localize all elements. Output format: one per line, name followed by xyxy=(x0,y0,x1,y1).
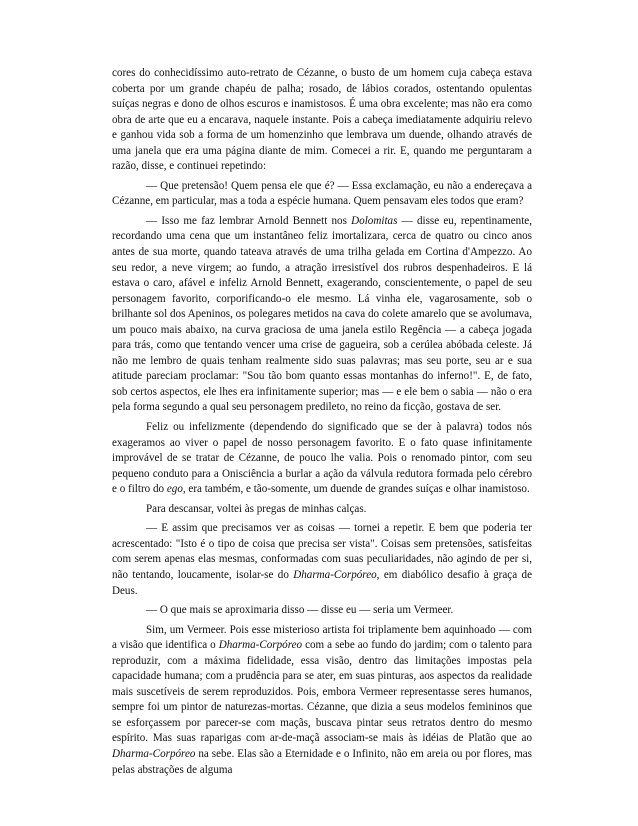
paragraph-1-text: cores do conhecidíssimo auto-retrato de Cézanne, o busto de um homem cuja cabeça estava coberta por um grande chapéu de palha; rosado, de lábios corados, ostentando opulentas suíças negras e dono de olhos escuros e inamistosos. É uma obra excelente; mas não era como obra de arte que eu a encarava, naquele instante. Pois a cabeça imediatamente adquiriu relevo e ganhou vida sob a forma de um homenzinho que lembrava um duende, olhando através de uma janela que era uma página diante de mim. Comecei a rir. E, quando me perguntaram a razão, disse, e continuei repetindo: xyxy=(112,67,532,173)
paragraph-8-italic-dharma-2: Dharma-Corpóreo xyxy=(112,747,196,760)
paragraph-4 xyxy=(112,420,532,498)
paragraph-4-text-b: era também, e tão-somente, um duende de grandes suíças e olhar inamistoso. xyxy=(185,483,530,496)
paragraph-3-italic-dolomitas: Dolomitas xyxy=(351,214,398,227)
paragraph-8 xyxy=(112,623,532,778)
paragraph-6 xyxy=(112,521,532,599)
paragraph-2-text: — Que pretensão! Quem pensa ele que é? — Essa exclamação, eu não a endereçava a Cézanne, em particular, mas a toda a espécie humana. Quem pensavam eles todos que eram? xyxy=(112,179,532,208)
paragraph-8-text-b: com a sebe ao fundo do jardim; com o talento para reproduzir, com a máxima fidelidade, essa visão, dentro das limitações impostas pela capacidade humana; com a prudência para se ater, em suas pinturas, aos aspectos da realidade mais suscetíveis de serem reproduzidos. Pois, embora Vermeer representasse seres humanos, sempre foi um pintor de naturezas-mortas. Cézanne, que dizia a seus modelos femininos que se esforçassem por parecer-se com maçãs, buscava pintar seus retratos dentro do mesmo espírito. Mas suas raparigas com ar-de-maçã associam-se mais às idéias de Platão que ao xyxy=(112,639,532,745)
paragraph-5-text: Para descansar, voltei às pregas de minhas calças. xyxy=(146,502,367,515)
paragraph-7-text: — O que mais se aproximaria disso — disse eu — seria um Vermeer. xyxy=(146,604,454,617)
paragraph-3 xyxy=(112,214,532,416)
paragraph-8-text-c: na sebe. Elas são a Eternidade e o Infinito, não em areia ou por flores, mas pelas abstrações de alguma xyxy=(112,747,532,776)
paragraph-6-text-b: em diabólico desafio à graça de Deus. xyxy=(112,568,532,597)
paragraph-8-italic-dharma-1: Dharma-Corpóreo xyxy=(218,639,303,652)
paragraph-3-text-a: — Isso me faz lembrar Arnold Bennett nos xyxy=(146,214,352,227)
paragraph-3-text-b: — disse eu, repentinamente, recordando uma cena que um instantâneo feliz imortalizara, cerca de quatro ou cinco anos antes de sua morte, quando tateava através de uma trilha gelada em Cortina d'Ampezzo. Ao seu redor, a neve virgem; ao fundo, a atração irresistível dos rubros despenhadeiros. E lá estava o caro, afável e infeliz Arnold Bennett, exagerando, conscientemente, o papel de seu personagem favorito, corporificando-o ele mesmo. Lá vinha ele, vagarosamente, sob o brilhante sol dos Apeninos, os polegares metidos na cava do colete amarelo que se avolumava, um pouco mais abaixo, na curva graciosa de uma janela estilo Regência — a cabeça jogada para trás, como que tentando vencer uma crise de gagueira, sob a cerúlea abóbada celeste. Já não me lembro de quais tenham realmente sido suas palavras; mas seu porte, seu ar e sua atitude pareciam proclamar: "Sou tão bom quanto essas montanhas do inferno!". E, de fato, sob certos aspectos, ele lhes era infinitamente superior; mas — e ele bem o sabia — não o era pela forma segundo a qual seu personagem predileto, no reino da ficção, gostava de ser. xyxy=(112,214,532,414)
paragraph-4-italic-ego: ego, xyxy=(166,483,186,496)
paragraph-1 xyxy=(112,66,532,175)
paragraph-4-text-a: Feliz ou infelizmente (dependendo do significado que se der à palavra) todos nós exageramos ao viver o papel de nosso personagem favorito. E o fato quase infinitamente improvável de se tratar de Cézanne, de pouco lhe valia. Pois o renomado pintor, com seu pequeno conduto para a Onisciência a burlar a ação da válvula redutora formada pelo cérebro e o filtro do xyxy=(112,421,532,496)
document-page xyxy=(112,66,532,778)
paragraph-5 xyxy=(112,502,532,518)
paragraph-2 xyxy=(112,179,532,210)
paragraph-7 xyxy=(112,603,532,619)
paragraph-6-text-a: — E assim que precisamos ver as coisas — tornei a repetir. E bem que poderia ter acrescentado: "Isto é o tipo de coisa que precisa ser vista". Coisas sem pretensões, satisfeitas com serem apenas elas mesmas, conformadas com suas peculiaridades, não agindo de per si, não tentando, loucamente, isolar-se do xyxy=(112,522,532,581)
paragraph-6-italic-dharma: Dharma-Corpóreo, xyxy=(293,568,380,581)
paragraph-8-text-a: Sim, um Vermeer. Pois esse misterioso artista foi triplamente bem aquinhoado — com a visão que identifica o xyxy=(112,623,532,652)
